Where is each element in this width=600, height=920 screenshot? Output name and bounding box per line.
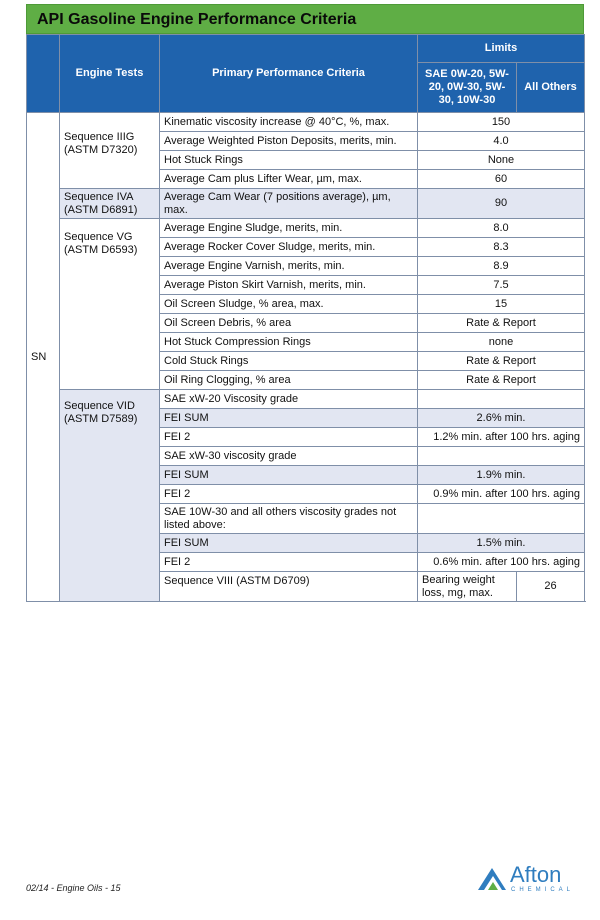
criteria-cell: Bearing weight loss, mg, max. xyxy=(418,572,517,602)
limit-cell: 90 xyxy=(418,189,585,219)
grade-heading: SAE xW-30 viscosity grade xyxy=(160,447,418,466)
test-vid: Sequence VID (ASTM D7589) xyxy=(60,390,160,602)
limit-cell: Rate & Report xyxy=(418,371,585,390)
category-cell: SN xyxy=(27,113,60,602)
criteria-cell: FEI 2 xyxy=(160,485,418,504)
logo-subtitle: CHEMICAL xyxy=(511,887,575,893)
test-vg: Sequence VG (ASTM D6593) xyxy=(60,219,160,390)
header-engine-tests: Engine Tests xyxy=(60,35,160,113)
limit-cell: 8.0 xyxy=(418,219,585,238)
header-limits: Limits xyxy=(418,35,585,63)
limit-cell: 7.5 xyxy=(418,276,585,295)
criteria-cell: Cold Stuck Rings xyxy=(160,352,418,371)
criteria-cell: Average Engine Sludge, merits, min. xyxy=(160,219,418,238)
limit-cell: 1.5% min. xyxy=(418,534,585,553)
header-blank xyxy=(27,35,60,113)
criteria-cell: FEI SUM xyxy=(160,409,418,428)
criteria-cell: Average Engine Varnish, merits, min. xyxy=(160,257,418,276)
limit-cell-empty xyxy=(418,390,585,409)
criteria-cell: FEI SUM xyxy=(160,466,418,485)
criteria-cell: FEI 2 xyxy=(160,553,418,572)
limit-cell: Rate & Report xyxy=(418,352,585,371)
limit-cell-empty xyxy=(418,504,585,534)
header-primary-criteria: Primary Performance Criteria xyxy=(160,35,418,113)
page-footer: 02/14 - Engine Oils - 15 xyxy=(26,883,121,893)
limit-cell: None xyxy=(418,151,585,170)
limit-cell: 4.0 xyxy=(418,132,585,151)
afton-triangle-icon xyxy=(478,866,512,892)
criteria-cell: Kinematic viscosity increase @ 40°C, %, max. xyxy=(160,113,418,132)
limit-cell: 150 xyxy=(418,113,585,132)
limit-cell: 60 xyxy=(418,170,585,189)
criteria-cell: FEI SUM xyxy=(160,534,418,553)
limit-cell: Rate & Report xyxy=(418,314,585,333)
grade-heading: SAE xW-20 Viscosity grade xyxy=(160,390,418,409)
limit-cell: 1.2% min. after 100 hrs. aging xyxy=(418,428,585,447)
criteria-cell: Hot Stuck Compression Rings xyxy=(160,333,418,352)
criteria-cell: Average Rocker Cover Sludge, merits, min. xyxy=(160,238,418,257)
criteria-cell: Average Piston Skirt Varnish, merits, min. xyxy=(160,276,418,295)
header-limit-col2: All Others xyxy=(517,63,585,113)
page-title: API Gasoline Engine Performance Criteria xyxy=(26,4,584,34)
criteria-cell: FEI 2 xyxy=(160,428,418,447)
limit-cell: 8.3 xyxy=(418,238,585,257)
criteria-cell: Average Cam Wear (7 positions average), µm, max. xyxy=(160,189,418,219)
criteria-cell: Hot Stuck Rings xyxy=(160,151,418,170)
limit-cell: 0.9% min. after 100 hrs. aging xyxy=(418,485,585,504)
limit-cell: 15 xyxy=(418,295,585,314)
criteria-cell: Oil Screen Sludge, % area, max. xyxy=(160,295,418,314)
limit-cell: 2.6% min. xyxy=(418,409,585,428)
grade-heading: SAE 10W-30 and all others viscosity grades not listed above: xyxy=(160,504,418,534)
afton-logo xyxy=(478,862,588,896)
limit-cell: 0.6% min. after 100 hrs. aging xyxy=(418,553,585,572)
test-iva: Sequence IVA (ASTM D6891) xyxy=(60,189,160,219)
criteria-cell: Oil Screen Debris, % area xyxy=(160,314,418,333)
limit-cell: none xyxy=(418,333,585,352)
criteria-cell: Average Cam plus Lifter Wear, µm, max. xyxy=(160,170,418,189)
test-viii: Sequence VIII (ASTM D6709) xyxy=(160,572,418,602)
limit-cell: 1.9% min. xyxy=(418,466,585,485)
criteria-cell: Average Weighted Piston Deposits, merits, min. xyxy=(160,132,418,151)
logo-name: Afton xyxy=(510,862,562,887)
limit-cell-empty xyxy=(418,447,585,466)
criteria-cell: Oil Ring Clogging, % area xyxy=(160,371,418,390)
limit-cell: 26 xyxy=(517,572,585,602)
limit-cell: 8.9 xyxy=(418,257,585,276)
test-iiig: Sequence IIIG (ASTM D7320) xyxy=(60,113,160,189)
header-limit-col1: SAE 0W-20, 5W-20, 0W-30, 5W-30, 10W-30 xyxy=(418,63,517,113)
criteria-table xyxy=(26,34,585,602)
